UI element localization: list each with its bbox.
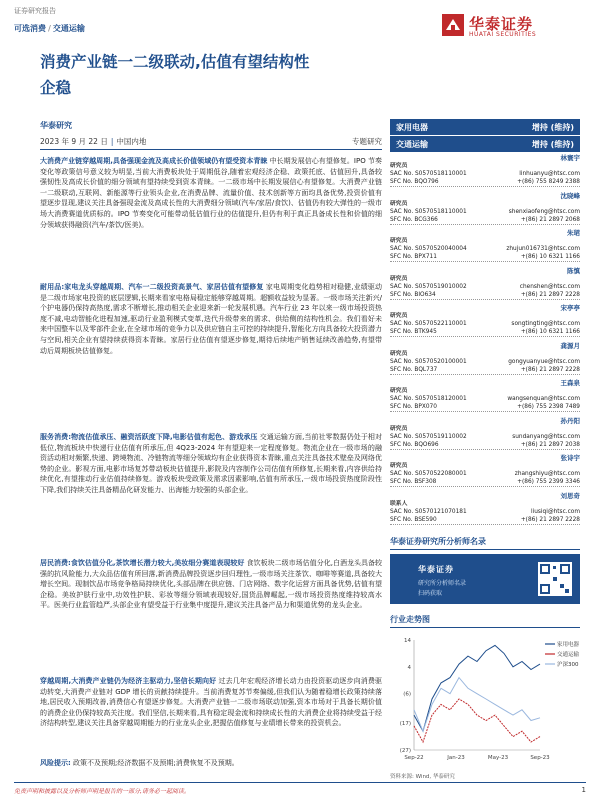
analyst-row bbox=[390, 470, 580, 478]
analyst-phone: +(86) 21 2897 2228 bbox=[520, 291, 580, 298]
section-body: 政策不及预期;经济数据不及预期;消费恢复不及预期。 bbox=[73, 759, 239, 767]
report-region: 中国内地 bbox=[116, 137, 147, 146]
logo-text-en: HUATAI SECURITIES bbox=[469, 31, 537, 38]
analyst-sac: SAC No. S0570519010002 bbox=[390, 283, 467, 290]
analyst-row bbox=[390, 170, 580, 178]
analyst-sfc: SFC No. BQO696 bbox=[390, 441, 439, 448]
series-line-2 bbox=[414, 678, 540, 732]
report-kind: 专题研究 bbox=[352, 137, 382, 146]
y-tick-label: (17) bbox=[399, 721, 411, 728]
analyst-row bbox=[390, 208, 580, 216]
analyst-card bbox=[390, 342, 580, 375]
rating-row bbox=[390, 136, 580, 152]
analyst-sac: SAC No. S0570121070181 bbox=[390, 508, 467, 515]
analyst-sac: SAC No. S0570519110002 bbox=[390, 433, 467, 440]
series-line-1 bbox=[414, 699, 540, 742]
analyst-phone: +(86) 21 2897 2038 bbox=[520, 441, 580, 448]
analyst-card bbox=[390, 454, 580, 487]
rating-sector: 交通运输 bbox=[396, 139, 428, 149]
analyst-row bbox=[390, 312, 580, 320]
section-residents bbox=[40, 558, 382, 611]
analyst-row bbox=[390, 162, 580, 170]
analyst-sac: SAC No. S0570518110001 bbox=[390, 171, 467, 177]
section-body: 中长期发展信心有望修复。IPO 节奏变化等政策信号意义较为明显,当前大消费板块处于周期低谷,随着宏观经济企稳、政策托底、估值回升,具备较强韧性及高成长价值的细分领域有望持续受到资本青睐。一二级市场中长期发展信心有望修复。大消费产业链一二级联动,互联网、新能源等行业领头企业,在消费品牌、流量价值、技术创新等方面均具备优势,投资价值有望逐步显现,建议关注具备强现金流及高成长性的大消费细分领域(汽车/家居/食饮)、估值仍有较大弹性的一级市场大消费赛道优质标的。IPO 节奏变化可能带动低估值行业的估值提升,但仍有利于真正具备成长性和价值的细分领域获得融资(汽车/茶饮/医美)。 bbox=[40, 157, 382, 229]
analyst-sfc: SFC No. BSE590 bbox=[390, 516, 437, 523]
page-number: 1 bbox=[581, 786, 586, 794]
analyst-row bbox=[390, 500, 580, 508]
rating-value: 增持 (维持) bbox=[531, 122, 574, 132]
analyst-role: 研究员 bbox=[390, 200, 408, 207]
top-rule bbox=[0, 0, 600, 4]
analyst-row bbox=[390, 508, 580, 516]
analyst-phone: +(86) 21 2897 2228 bbox=[520, 516, 580, 523]
analyst-sac: SAC No. S0570520100001 bbox=[390, 358, 467, 365]
report-title bbox=[40, 49, 380, 101]
rating-sector: 家用电器 bbox=[396, 122, 428, 132]
section-head: 耐用品:家电龙头穿越周期、汽车一二级投资高景气、家居估值有望修复 bbox=[40, 283, 264, 291]
title-line: 消费产业链一二级联动,估值有望结构性 bbox=[40, 53, 310, 71]
tag-transport: 交通运输 bbox=[52, 24, 85, 33]
section-head: 居民消费:食饮估值分化,茶饮增长潜力较大,美妆细分赛道表现较好 bbox=[40, 559, 245, 567]
x-tick-label: Sep-23 bbox=[530, 755, 550, 761]
analyst-sac: SAC No. S0570522110001 bbox=[390, 321, 467, 327]
analyst-sfc: SFC No. BSF308 bbox=[390, 479, 437, 485]
y-tick-label: (27) bbox=[399, 748, 411, 754]
promo-line: 华泰证券 bbox=[418, 565, 454, 574]
series-line-0 bbox=[414, 645, 540, 731]
qr-code-icon bbox=[538, 562, 572, 596]
chart-source: 资料来源: Wind, 华泰研究 bbox=[390, 774, 455, 780]
promo-title: 华泰证券研究所分析师名录 bbox=[390, 536, 580, 550]
analyst-sfc: SFC No. BQL737 bbox=[390, 366, 438, 373]
analyst-phone: +(86) 755 8249 2388 bbox=[517, 179, 580, 185]
analyst-row bbox=[390, 395, 580, 403]
analyst-row bbox=[390, 237, 580, 245]
analyst-row bbox=[390, 245, 580, 253]
y-tick-label: (6) bbox=[403, 691, 411, 698]
analyst-role: 联系人 bbox=[390, 500, 408, 507]
analyst-row bbox=[390, 403, 580, 411]
analyst-phone: +(86) 10 6321 1166 bbox=[520, 329, 580, 335]
legend-label: 交通运输 bbox=[557, 652, 580, 658]
analyst-name: 朱珺 bbox=[567, 229, 580, 237]
analyst-role: 研究员 bbox=[390, 313, 408, 319]
analyst-name: 王森泉 bbox=[560, 379, 580, 387]
industry-tags bbox=[14, 23, 85, 34]
section-services bbox=[40, 432, 382, 496]
analyst-role: 研究员 bbox=[390, 238, 408, 244]
analyst-sfc: SFC No. BIO634 bbox=[390, 291, 436, 298]
analyst-row bbox=[390, 433, 580, 441]
x-tick-label: May-23 bbox=[487, 755, 509, 761]
analyst-card bbox=[390, 154, 580, 187]
section-conclusion bbox=[40, 676, 382, 729]
analyst-sfc: SFC No. BTK945 bbox=[390, 329, 437, 335]
huatai-logo-icon bbox=[442, 14, 464, 36]
analyst-name: 宋亭亭 bbox=[560, 304, 580, 312]
title-line: 企稳 bbox=[40, 79, 72, 97]
analyst-role: 研究员 bbox=[390, 388, 408, 394]
analyst-card bbox=[390, 417, 580, 450]
x-tick-label: Jan-23 bbox=[447, 755, 465, 761]
analyst-row bbox=[390, 387, 580, 395]
section-risk bbox=[40, 758, 382, 769]
meta-line bbox=[40, 136, 382, 150]
analyst-email[interactable]: songtingting@htsc.com bbox=[511, 321, 580, 327]
analyst-card bbox=[390, 229, 580, 262]
analyst-row bbox=[390, 291, 580, 299]
analyst-phone: +(86) 10 6321 1166 bbox=[520, 254, 580, 260]
industry-trend-chart bbox=[390, 632, 580, 772]
analyst-sfc: SFC No. BCG366 bbox=[390, 216, 438, 223]
analyst-row bbox=[390, 253, 580, 261]
section-head: 风险提示: bbox=[40, 759, 71, 767]
analyst-row bbox=[390, 358, 580, 366]
analyst-phone: +(86) 21 2897 2068 bbox=[520, 216, 580, 223]
analyst-name: 沈晓峰 bbox=[560, 191, 580, 200]
analyst-role: 研究员 bbox=[390, 425, 408, 432]
section-body: 过去几年宏观经济增长动力由投资驱动逐步向消费驱动转变,大消费产业链对 GDP 增长的贡献持续提升。当前消费复苏节奏偏缓,但我们认为随着稳增长政策持续落地,居民收入预期改善,消费信心有望逐步修复。大消费产业链一二级市场联动加强,资本市场对于具备长期价值的消费企业仍保持较高关注度。我们坚信,长期来看,具有稳定现金流和持续成长性的大消费企业将持续受益于经济结构转型,建议关注具备穿越周期能力的行业龙头企业,把握估值修复与业绩增长带来的投资机会。 bbox=[40, 677, 382, 728]
analyst-card bbox=[390, 267, 580, 300]
section-head: 大消费产业链穿越周期,具备强现金流及高成长价值领域仍有望受资本青睐 bbox=[40, 157, 268, 165]
analyst-card bbox=[390, 379, 580, 412]
logo-text-cn: 华泰证券 bbox=[469, 15, 534, 33]
analyst-phone: +(86) 755 2399 3346 bbox=[517, 479, 580, 485]
analyst-row bbox=[390, 350, 580, 358]
analyst-row bbox=[390, 178, 580, 186]
legend-label: 家用电器 bbox=[557, 642, 580, 648]
analyst-sfc: SFC No. BPX070 bbox=[390, 404, 437, 410]
analyst-phone: +(86) 755 2398 7489 bbox=[517, 404, 580, 410]
analyst-sac: SAC No. S0570520040004 bbox=[390, 246, 467, 252]
analyst-name: 龚源月 bbox=[560, 341, 580, 350]
promo-line: 研究所分析师名录 bbox=[418, 580, 467, 587]
analyst-email[interactable]: liusiqi@htsc.com bbox=[531, 508, 580, 515]
footer-rule bbox=[14, 782, 586, 783]
analyst-row bbox=[390, 216, 580, 224]
promo-banner[interactable] bbox=[390, 554, 580, 604]
analyst-row bbox=[390, 320, 580, 328]
analyst-email[interactable]: linhuanyu@htsc.com bbox=[519, 171, 580, 177]
report-type: 证券研究报告 bbox=[14, 7, 56, 15]
analyst-email[interactable]: chenshen@htsc.com bbox=[519, 283, 580, 290]
analyst-role: 研究员 bbox=[390, 275, 408, 282]
promo-line: 扫码获取 bbox=[418, 590, 443, 597]
report-date: 2023 年 9 月 22 日 bbox=[40, 137, 108, 146]
analyst-email[interactable]: zhangshiyu@htsc.com bbox=[514, 471, 580, 477]
section-head: 服务消费:物流估值承压、融资活跃度下降,电影估值有起色、游戏承压 bbox=[40, 433, 258, 441]
analyst-row bbox=[390, 328, 580, 336]
analyst-card bbox=[390, 492, 580, 525]
y-tick-label: 14 bbox=[404, 638, 411, 644]
analyst-sac: SAC No. S0570518110001 bbox=[390, 208, 467, 215]
analyst-row bbox=[390, 478, 580, 486]
rating-value: 增持 (维持) bbox=[531, 139, 574, 149]
huatai-logo bbox=[442, 12, 592, 40]
analyst-sfc: SFC No. BQO796 bbox=[390, 179, 439, 185]
section-overview bbox=[40, 156, 382, 230]
analyst-sac: SAC No. S0570518120001 bbox=[390, 396, 467, 402]
analyst-sac: SAC No. S0570522080001 bbox=[390, 471, 467, 477]
analyst-name: 陈慎 bbox=[567, 266, 580, 275]
section-body: 交通运输方面,当前社零数据仍处于相对低位,物流板块中快递行业估值有所承压,但 4Q23-2024 年有望迎来一定程度修复。物流企业在一级市场的融资活动相对频繁,快递、跨境物流、冷链物流等细分领域均有企业获得资本青睐,重点关注具备技术壁垒及网络优势的企业。影视方面,电影市场复苏带动板块估值提升,影院及内容制作公司估值有所修复,长期来看,内容供给持续优化,有望推动行业估值持续修复。游戏板块受政策及需求因素影响,估值有所承压,一级市场投资热度阶段性下降,我们持续关注具备精品化研发能力、出海能力较强的头部企业。 bbox=[40, 433, 382, 494]
analyst-role: 研究员 bbox=[390, 463, 408, 469]
firm-label: 华泰研究 bbox=[40, 121, 72, 130]
analyst-row bbox=[390, 275, 580, 283]
analyst-email[interactable]: gongyuanyue@htsc.com bbox=[508, 358, 580, 365]
analyst-row bbox=[390, 462, 580, 470]
analyst-email[interactable]: wangsenquan@htsc.com bbox=[507, 396, 580, 402]
legend-label: 沪深300 bbox=[557, 662, 579, 668]
analyst-row bbox=[390, 283, 580, 291]
analyst-email[interactable]: zhujun016731@htsc.com bbox=[506, 246, 580, 252]
chart-title: 行业走势图 bbox=[390, 614, 580, 628]
meta-separator: | bbox=[110, 137, 114, 146]
analyst-email[interactable]: shenxiaofeng@htsc.com bbox=[508, 208, 580, 215]
analyst-role: 研究员 bbox=[390, 163, 408, 169]
analyst-row bbox=[390, 366, 580, 374]
tag-separator: / bbox=[48, 24, 51, 33]
y-tick-label: 4 bbox=[407, 664, 411, 671]
section-durables bbox=[40, 282, 382, 356]
tag-consumer: 可选消费 bbox=[14, 24, 46, 33]
x-tick-label: Sep-22 bbox=[404, 755, 424, 761]
section-body: 食饮板块二级市场估值分化,白酒龙头具备较强的抗风险能力,大众品估值有所回落,新消费品牌投资逐步回归理性,一级市场关注茶饮、咖啡等赛道,具备较大增长空间。现制饮品市场竞争格局持续优化,头部品牌在供应链、门店网络、数字化运营方面具备优势,估值有望企稳。美妆护肤行业中,功效性护肤、彩妆等细分领域表现较好,国货品牌崛起,一级市场投资热度维持较高水平。医美行业监管趋严,头部企业有望受益于行业集中度提升,建议关注具备产品力和渠道优势的龙头企业。 bbox=[40, 559, 382, 610]
analyst-name: 张诗宇 bbox=[560, 454, 580, 462]
analyst-card bbox=[390, 192, 580, 225]
analyst-sfc: SFC No. BPX711 bbox=[390, 254, 437, 260]
section-head: 穿越周期,大消费产业链仍为经济主驱动力,坚信长期向好 bbox=[40, 677, 217, 685]
footer-disclaimer: 免责声明和披露以及分析师声明是报告的一部分,请务必一起阅读。 bbox=[14, 788, 190, 795]
section-body: 家电周期变化趋势相对稳健,业绩驱动是二级市场家电投资的底层逻辑,长期来看家电格局稳定能够穿越周期。超额收益较为显著。一级市场关注新兴/个护电器仍保持高热度,需求不断增长,推动相关企业迎来新一轮发展机遇。汽车行业 23 年以来一级市场投资热度不减,电动智能化进程加速,驱动行业盈利模式变革,迭代升级带来的需求、供给侧的结构性机会。我们看好未来中国整车以及零部件企业,在全球市场的竞争力以及供应链自主可控的持续提升,智能化方向具备较大投资潜力与空间,相关企业有望持续获得资本青睐。家居行业估值有望逐步修复,期待后续地产销售延续改善趋势,有望带动后周期板块估值修复。 bbox=[40, 283, 382, 355]
analyst-card bbox=[390, 304, 580, 337]
analyst-phone: +(86) 21 2897 2228 bbox=[520, 366, 580, 373]
rating-box bbox=[390, 119, 580, 153]
analyst-row bbox=[390, 441, 580, 449]
analyst-name: 刘思奇 bbox=[560, 491, 580, 500]
analyst-row bbox=[390, 200, 580, 208]
analyst-role: 研究员 bbox=[390, 350, 408, 357]
analyst-row bbox=[390, 425, 580, 433]
rating-row bbox=[390, 119, 580, 135]
analyst-row bbox=[390, 516, 580, 524]
analyst-email[interactable]: sundanyang@htsc.com bbox=[512, 433, 580, 440]
analyst-name: 林寰宇 bbox=[560, 154, 580, 162]
analyst-name: 孙丹阳 bbox=[560, 416, 580, 425]
